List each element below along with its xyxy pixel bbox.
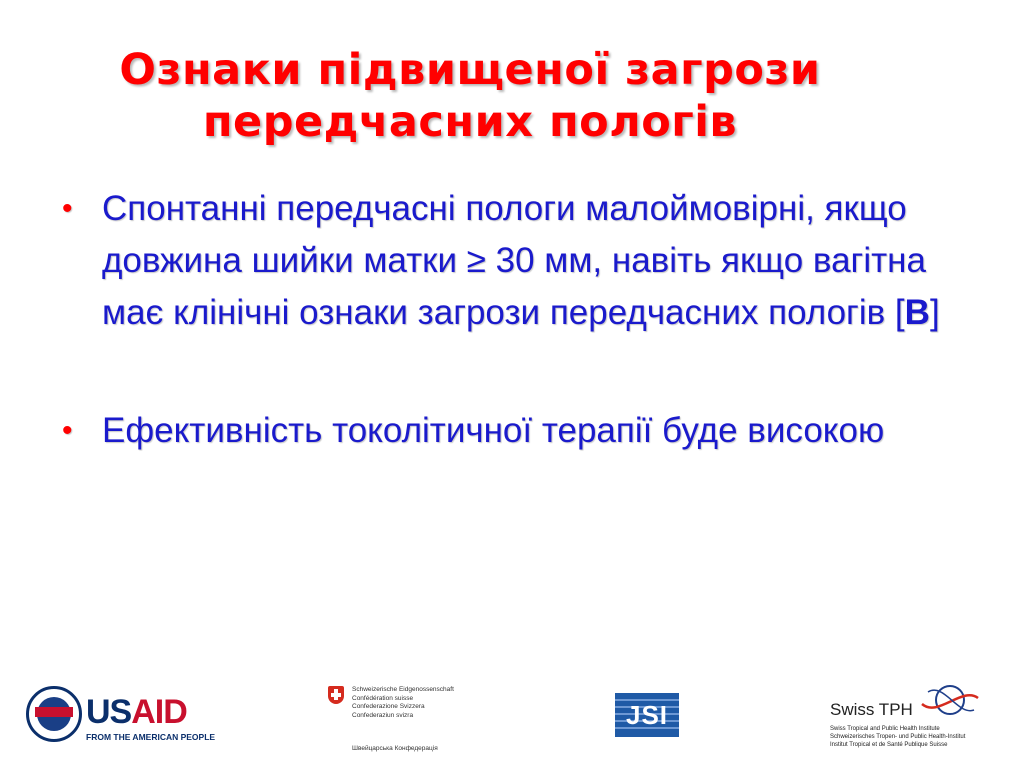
bullet-text xyxy=(102,411,884,450)
usaid-tagline: FROM THE AMERICAN PEOPLE xyxy=(86,732,216,742)
bullet-suffix: ] xyxy=(929,293,940,332)
logo-bar xyxy=(0,672,1024,768)
jsi-logo xyxy=(615,693,679,737)
swiss-names: Schweizerische Eidgenossenschaft Confédération suisse Confederazione Svizzera Confederaziun svizra xyxy=(352,686,454,719)
bullet-text xyxy=(102,189,940,332)
title-line-2: передчасних пологів xyxy=(202,97,738,147)
swiss-confederation-logo xyxy=(328,686,498,752)
bullet-body: Ефективність токолітичної терапії буде високою xyxy=(102,411,885,450)
swiss-tph-logo xyxy=(830,680,1010,760)
bullet-list xyxy=(60,183,960,457)
swiss-tph-name: Swiss TPH xyxy=(830,700,913,719)
swiss-name-ukrainian: Швейцарська Конфедерація xyxy=(352,745,438,752)
usaid-logo xyxy=(26,686,216,746)
bullet-marker: • xyxy=(62,414,73,447)
slide-title xyxy=(60,44,880,148)
bullet-marker: • xyxy=(62,192,73,225)
globe-icon xyxy=(918,680,982,724)
swiss-cross-icon xyxy=(328,686,344,704)
bullet-body: Спонтанні передчасні пологи малоймовірні, якщо довжина шийки матки ≥ 30 мм, навіть якщо вагітна має клінічні ознаки загрози передчасних пологів [ xyxy=(102,189,926,332)
evidence-grade: B xyxy=(904,293,930,332)
jsi-wordmark: JSI xyxy=(625,700,669,730)
swiss-tph-subtitle: Swiss Tropical and Public Health Institute Schweizerisches Tropen- und Public Health-Institut Institut Tropical et de Santé Publique Suisse xyxy=(830,726,966,748)
title-line-1: Ознаки підвищеної загрози xyxy=(119,45,821,95)
usaid-seal-icon xyxy=(26,686,82,742)
bullet-item xyxy=(60,183,960,339)
usaid-wordmark: USAID xyxy=(86,693,187,731)
bullet-item xyxy=(60,405,960,457)
